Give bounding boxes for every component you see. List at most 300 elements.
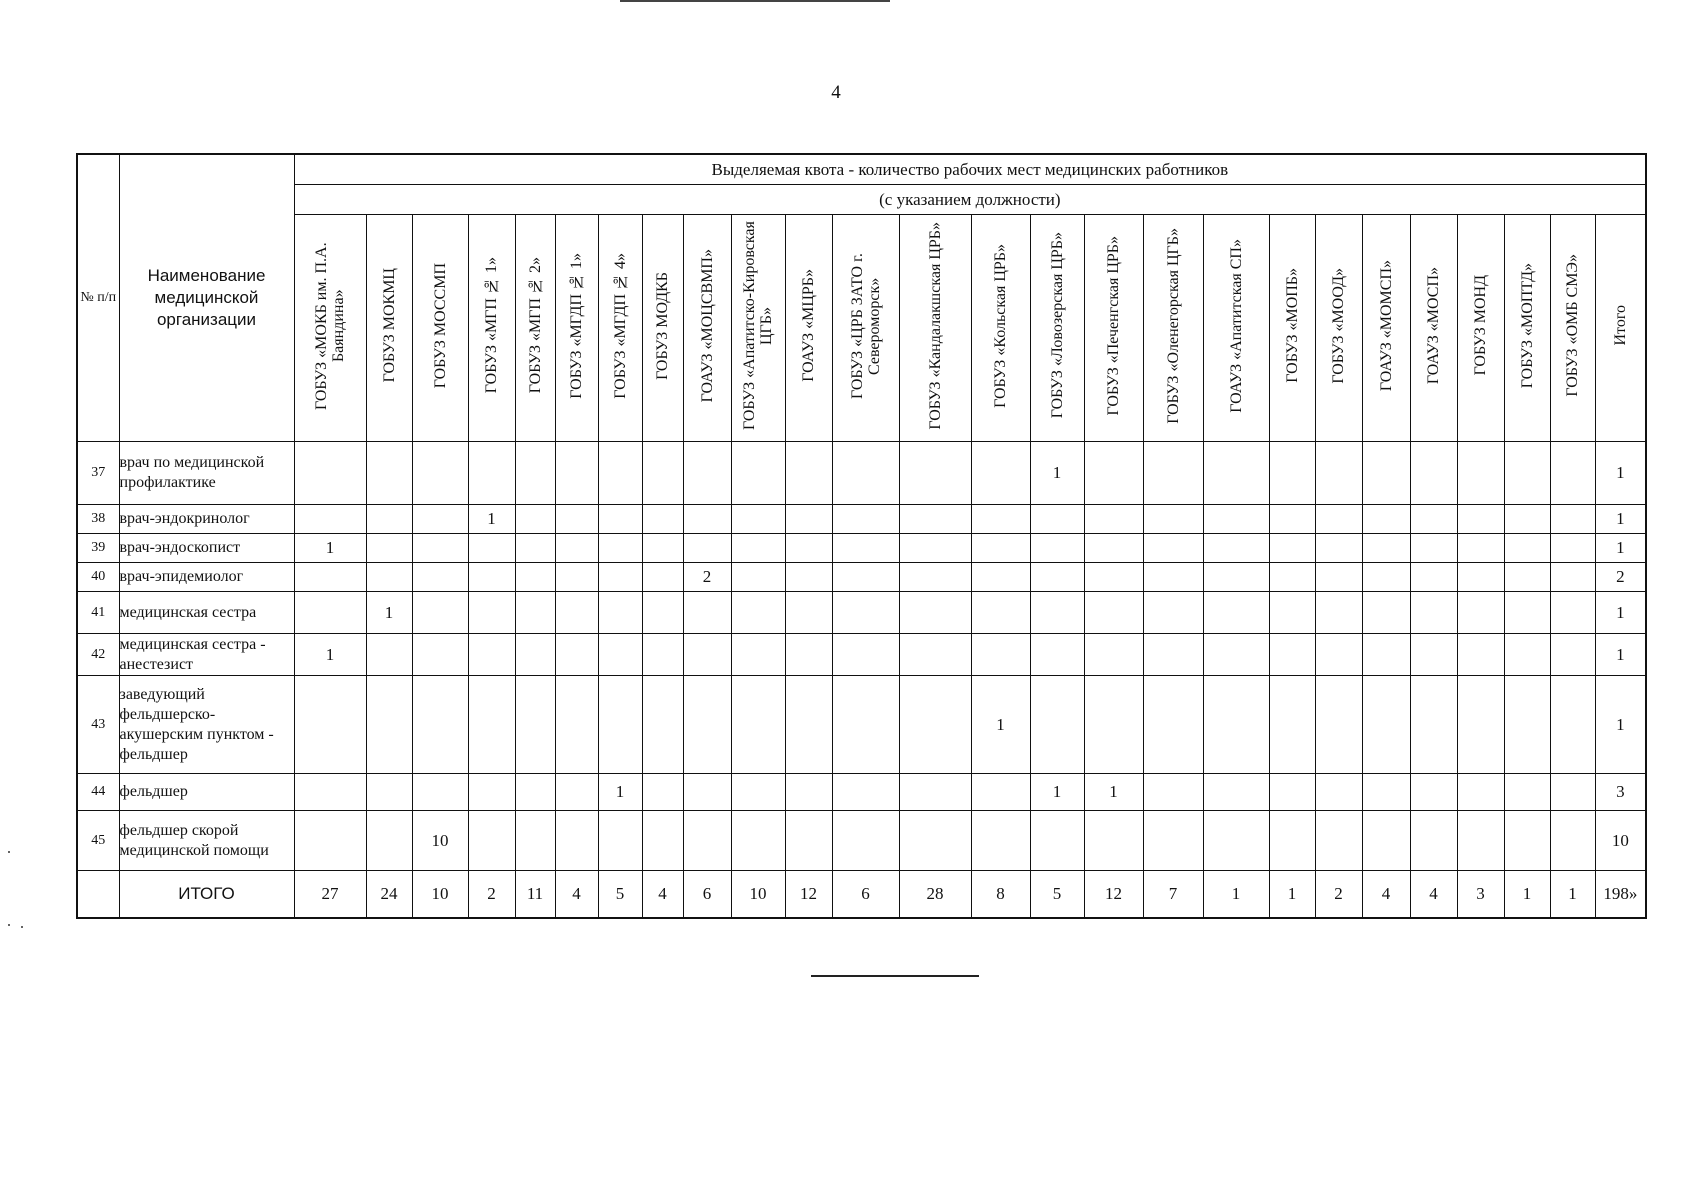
quota-cell (515, 534, 555, 563)
quota-cell (598, 505, 642, 534)
quota-cell (468, 534, 515, 563)
quota-cell: 1 (598, 774, 642, 811)
organization-header (468, 215, 515, 442)
quota-cell (412, 563, 468, 592)
position-name: фельдшер (119, 774, 294, 811)
column-total: 4 (555, 871, 598, 919)
row-total: 1 (1595, 534, 1646, 563)
margin-mark (8, 851, 10, 853)
quota-cell (1084, 534, 1143, 563)
quota-cell (683, 505, 731, 534)
quota-cell (1315, 442, 1362, 505)
quota-cell: 2 (683, 563, 731, 592)
quota-cell (1269, 811, 1315, 871)
row-number: 39 (77, 534, 119, 563)
position-name: заведующий фельдшерско-акушерским пунктом - фельдшер (119, 676, 294, 774)
row-number: 40 (77, 563, 119, 592)
organization-header (1143, 215, 1203, 442)
quota-cell (1269, 774, 1315, 811)
organization-name: ГОАУЗ «МОМСП» (1377, 259, 1395, 392)
quota-cell (598, 592, 642, 634)
organization-name: ГОБУЗ «Оленегорская ЦГБ» (1164, 227, 1182, 424)
quota-cell (515, 505, 555, 534)
quota-cell (683, 592, 731, 634)
quota-cell (832, 534, 899, 563)
quota-cell (1203, 774, 1269, 811)
quota-cell (412, 442, 468, 505)
quota-cell (1143, 563, 1203, 592)
quota-cell (1315, 634, 1362, 676)
quota-cell (294, 811, 366, 871)
table-row (77, 592, 1646, 634)
quota-cell (971, 505, 1030, 534)
quota-cell (1550, 442, 1595, 505)
position-name: медицинская сестра - анестезист (119, 634, 294, 676)
quota-cell (832, 774, 899, 811)
quota-cell (642, 563, 683, 592)
quota-cell (832, 676, 899, 774)
quota-cell (1550, 534, 1595, 563)
quota-cell (731, 505, 785, 534)
quota-cell (1410, 505, 1457, 534)
quota-cell (1203, 634, 1269, 676)
organization-header (642, 215, 683, 442)
quota-cell (468, 592, 515, 634)
quota-cell (1457, 811, 1504, 871)
row-number: 44 (77, 774, 119, 811)
quota-cell (412, 676, 468, 774)
quota-cell (785, 592, 832, 634)
organization-header (731, 215, 785, 442)
quota-cell (899, 534, 971, 563)
quota-cell (971, 563, 1030, 592)
column-total: 1 (1504, 871, 1550, 919)
quota-cell (832, 563, 899, 592)
table-row (77, 676, 1646, 774)
table-body (77, 442, 1646, 919)
grand-total: 198» (1595, 871, 1646, 919)
row-total: 2 (1595, 563, 1646, 592)
quota-cell (515, 811, 555, 871)
quota-cell (555, 592, 598, 634)
quota-cell (515, 442, 555, 505)
organization-header (1457, 215, 1504, 442)
quota-cell (555, 442, 598, 505)
column-total: 4 (642, 871, 683, 919)
organization-name: ГОБУЗ МОКМЦ (380, 268, 398, 383)
quota-cell (1550, 563, 1595, 592)
quota-cell (1084, 563, 1143, 592)
organization-name: ГОБУЗ «Печенгская ЦРБ» (1105, 235, 1122, 416)
quota-cell (366, 442, 412, 505)
quota-cell (1457, 442, 1504, 505)
col-name-header: Наименование медицинской организации (119, 154, 294, 442)
quota-cell (1269, 505, 1315, 534)
quota-cell (515, 592, 555, 634)
organization-name: ГОБУЗ «МОПТД» (1518, 262, 1536, 389)
quota-cell: 1 (971, 676, 1030, 774)
quota-cell (1143, 634, 1203, 676)
quota-cell (1203, 563, 1269, 592)
row-number: 38 (77, 505, 119, 534)
totals-row (77, 871, 1646, 919)
quota-cell (1410, 563, 1457, 592)
quota-cell (555, 774, 598, 811)
organization-name: ГОБУЗ «Апатитско-Кировская ЦГБ» (741, 221, 775, 430)
organization-header (899, 215, 971, 442)
quota-cell (1084, 442, 1143, 505)
quota-cell (731, 634, 785, 676)
organization-header (683, 215, 731, 442)
quota-cell (412, 592, 468, 634)
quota-cell (1269, 534, 1315, 563)
column-total: 2 (1315, 871, 1362, 919)
quota-cell (555, 634, 598, 676)
quota-cell (785, 505, 832, 534)
quota-cell (1362, 442, 1410, 505)
column-total: 5 (598, 871, 642, 919)
organization-header (1550, 215, 1595, 442)
quota-cell (683, 774, 731, 811)
quota-cell (366, 634, 412, 676)
quota-cell (555, 534, 598, 563)
quota-cell (785, 442, 832, 505)
quota-cell (1410, 676, 1457, 774)
quota-cell (1084, 592, 1143, 634)
quota-cell (1410, 534, 1457, 563)
quota-cell (899, 634, 971, 676)
column-total: 12 (785, 871, 832, 919)
table-row (77, 534, 1646, 563)
organization-name: ГОБУЗ «МГДП № 4» (611, 252, 629, 399)
quota-cell (642, 634, 683, 676)
quota-cell (1550, 676, 1595, 774)
organization-name: ГОБУЗ «МОКБ им. П.А. Баяндина» (313, 241, 347, 410)
quota-cell (1550, 592, 1595, 634)
quota-cell (1203, 505, 1269, 534)
quota-cell (1504, 811, 1550, 871)
quota-cell (1315, 563, 1362, 592)
quota-cell (366, 563, 412, 592)
quota-cell (1504, 563, 1550, 592)
quota-cell (468, 676, 515, 774)
quota-cell (731, 592, 785, 634)
organization-header (1269, 215, 1315, 442)
quota-cell (832, 811, 899, 871)
quota-cell (971, 442, 1030, 505)
table-row (77, 505, 1646, 534)
organization-header (971, 215, 1030, 442)
total-column-header (1595, 215, 1646, 442)
table-row (77, 442, 1646, 505)
quota-cell (468, 811, 515, 871)
row-total: 3 (1595, 774, 1646, 811)
quota-subtitle: (с указанием должности) (294, 185, 1646, 215)
quota-cell (1084, 634, 1143, 676)
organization-header (1203, 215, 1269, 442)
quota-cell (642, 534, 683, 563)
quota-cell (832, 592, 899, 634)
quota-cell (468, 774, 515, 811)
quota-cell (731, 563, 785, 592)
quota-cell (1084, 676, 1143, 774)
quota-cell (1457, 676, 1504, 774)
quota-cell (1550, 505, 1595, 534)
quota-cell (1315, 774, 1362, 811)
quota-cell (366, 774, 412, 811)
quota-cell (294, 774, 366, 811)
column-total: 5 (1030, 871, 1084, 919)
quota-cell (1362, 634, 1410, 676)
quota-cell (731, 774, 785, 811)
quota-cell (1457, 534, 1504, 563)
quota-cell (555, 676, 598, 774)
quota-cell (642, 505, 683, 534)
quota-cell (1269, 592, 1315, 634)
quota-cell (832, 634, 899, 676)
quota-cell (642, 774, 683, 811)
quota-cell (294, 592, 366, 634)
quota-cell (555, 505, 598, 534)
quota-cell (294, 442, 366, 505)
column-total: 1 (1269, 871, 1315, 919)
quota-cell (515, 634, 555, 676)
row-total: 1 (1595, 505, 1646, 534)
organization-name: ГОБУЗ «Ловозерская ЦРБ» (1048, 232, 1066, 419)
quota-cell (1362, 534, 1410, 563)
column-total: 27 (294, 871, 366, 919)
quota-cell (785, 676, 832, 774)
quota-cell (598, 442, 642, 505)
quota-cell (1362, 676, 1410, 774)
organization-name: ГОАУЗ «МОСП» (1425, 266, 1442, 385)
row-number: 42 (77, 634, 119, 676)
quota-cell (899, 505, 971, 534)
quota-cell (731, 534, 785, 563)
margin-mark (8, 924, 10, 926)
organization-name: ГОБУЗ МОНД (1472, 275, 1489, 376)
total-column-label: Итого (1611, 305, 1629, 346)
quota-cell (1315, 676, 1362, 774)
organization-header (1084, 215, 1143, 442)
quota-cell (785, 811, 832, 871)
quota-cell: 1 (366, 592, 412, 634)
organization-name: ГОАУЗ «МОЦСВМП» (698, 248, 716, 403)
quota-cell (1203, 442, 1269, 505)
organization-header (1030, 215, 1084, 442)
quota-cell (971, 774, 1030, 811)
quota-cell (731, 676, 785, 774)
quota-cell (1203, 811, 1269, 871)
quota-cell (598, 534, 642, 563)
quota-cell (899, 442, 971, 505)
row-total: 1 (1595, 592, 1646, 634)
quota-cell (294, 676, 366, 774)
quota-cell: 1 (468, 505, 515, 534)
quota-cell (1269, 676, 1315, 774)
organization-name: ГОБУЗ «МГДП № 1» (568, 252, 585, 399)
organization-name: ГОБУЗ «Кандалакшская ЦРБ» (926, 221, 944, 430)
column-total: 7 (1143, 871, 1203, 919)
quota-cell (971, 592, 1030, 634)
quota-cell (598, 811, 642, 871)
quota-cell (785, 563, 832, 592)
row-number: 45 (77, 811, 119, 871)
quota-cell (785, 634, 832, 676)
quota-cell: 10 (412, 811, 468, 871)
column-total: 8 (971, 871, 1030, 919)
quota-cell (971, 811, 1030, 871)
quota-cell (1143, 442, 1203, 505)
quota-cell (899, 592, 971, 634)
quota-cell (642, 592, 683, 634)
quota-cell (1143, 676, 1203, 774)
quota-cell (598, 634, 642, 676)
quota-cell (1030, 676, 1084, 774)
quota-cell (1550, 811, 1595, 871)
quota-cell (1030, 505, 1084, 534)
organization-name: ГОБУЗ «МГП № 1» (483, 257, 500, 394)
row-total: 10 (1595, 811, 1646, 871)
quota-cell (1457, 563, 1504, 592)
quota-cell: 1 (1084, 774, 1143, 811)
quota-cell (1315, 592, 1362, 634)
quota-cell (1504, 592, 1550, 634)
quota-cell (785, 534, 832, 563)
quota-cell (412, 505, 468, 534)
position-name: врач-эпидемиолог (119, 563, 294, 592)
margin-mark (21, 926, 23, 928)
quota-cell (731, 442, 785, 505)
quota-cell (1504, 634, 1550, 676)
position-name: врач по медицинской профилактике (119, 442, 294, 505)
quota-cell (294, 505, 366, 534)
table-row (77, 811, 1646, 871)
quota-cell (366, 811, 412, 871)
column-total: 28 (899, 871, 971, 919)
position-name: врач-эндокринолог (119, 505, 294, 534)
quota-cell (1550, 634, 1595, 676)
quota-cell (1269, 634, 1315, 676)
bottom-rule (811, 975, 979, 977)
quota-cell (1030, 634, 1084, 676)
totals-label: ИТОГО (119, 871, 294, 919)
organization-name: ГОБУЗ «Кольская ЦРБ» (992, 243, 1009, 408)
quota-cell: 1 (294, 634, 366, 676)
quota-cell (1315, 505, 1362, 534)
organization-name: ГОБУЗ «ОМБ СМЭ» (1564, 254, 1581, 397)
quota-cell (1030, 534, 1084, 563)
table-header (77, 154, 1646, 442)
quota-cell (899, 676, 971, 774)
quota-cell: 1 (294, 534, 366, 563)
organization-header (412, 215, 468, 442)
quota-cell (971, 634, 1030, 676)
organization-header (1410, 215, 1457, 442)
quota-cell (1084, 505, 1143, 534)
organization-header (294, 215, 366, 442)
organization-header (555, 215, 598, 442)
quota-cell (366, 676, 412, 774)
quota-cell (899, 774, 971, 811)
organization-header (832, 215, 899, 442)
quota-cell (1410, 811, 1457, 871)
position-name: фельдшер скорой медицинской помощи (119, 811, 294, 871)
quota-cell (642, 676, 683, 774)
quota-cell (412, 534, 468, 563)
page-number: 4 (831, 82, 841, 103)
column-total: 6 (683, 871, 731, 919)
quota-cell (468, 442, 515, 505)
quota-cell: 1 (1030, 442, 1084, 505)
quota-cell (832, 505, 899, 534)
quota-cell (899, 563, 971, 592)
organization-name: ГОБУЗ «МГП № 2» (526, 257, 544, 394)
column-total: 1 (1203, 871, 1269, 919)
quota-cell (1315, 811, 1362, 871)
organization-header (515, 215, 555, 442)
column-total: 6 (832, 871, 899, 919)
quota-cell (515, 774, 555, 811)
quota-cell (1143, 505, 1203, 534)
quota-table (76, 153, 1647, 919)
row-total: 1 (1595, 676, 1646, 774)
totals-number-cell (77, 871, 119, 919)
quota-cell (683, 534, 731, 563)
organization-name: ГОАУЗ «МЦРБ» (800, 269, 817, 382)
quota-cell (1410, 774, 1457, 811)
quota-cell (1457, 634, 1504, 676)
quota-cell (1457, 505, 1504, 534)
row-number: 41 (77, 592, 119, 634)
organization-name: ГОБУЗ «ЦРБ ЗАТО г. Североморск» (848, 252, 883, 399)
quota-cell (1030, 563, 1084, 592)
organization-header (366, 215, 412, 442)
quota-cell (785, 774, 832, 811)
quota-cell (412, 634, 468, 676)
organization-header (1504, 215, 1550, 442)
quota-cell (468, 563, 515, 592)
quota-cell (683, 634, 731, 676)
column-total: 2 (468, 871, 515, 919)
table-row (77, 634, 1646, 676)
organization-header (1362, 215, 1410, 442)
quota-cell (731, 811, 785, 871)
quota-cell (1410, 592, 1457, 634)
quota-cell (899, 811, 971, 871)
quota-cell (366, 505, 412, 534)
organization-name: ГОБУЗ «МОПБ» (1283, 268, 1301, 383)
organization-name: ГОБУЗ МОССМП (431, 262, 449, 389)
position-name: медицинская сестра (119, 592, 294, 634)
column-total: 4 (1410, 871, 1457, 919)
quota-cell (1362, 811, 1410, 871)
col-number-header: № п/п (77, 154, 119, 442)
quota-cell (412, 774, 468, 811)
organization-name: ГОБУЗ МОДКБ (654, 271, 671, 380)
quota-cell (515, 563, 555, 592)
column-total: 24 (366, 871, 412, 919)
quota-cell (1504, 534, 1550, 563)
row-total: 1 (1595, 634, 1646, 676)
quota-cell (642, 811, 683, 871)
organization-header (598, 215, 642, 442)
quota-cell (971, 534, 1030, 563)
quota-cell (1203, 534, 1269, 563)
column-total: 4 (1362, 871, 1410, 919)
quota-cell (1362, 505, 1410, 534)
quota-cell (515, 676, 555, 774)
